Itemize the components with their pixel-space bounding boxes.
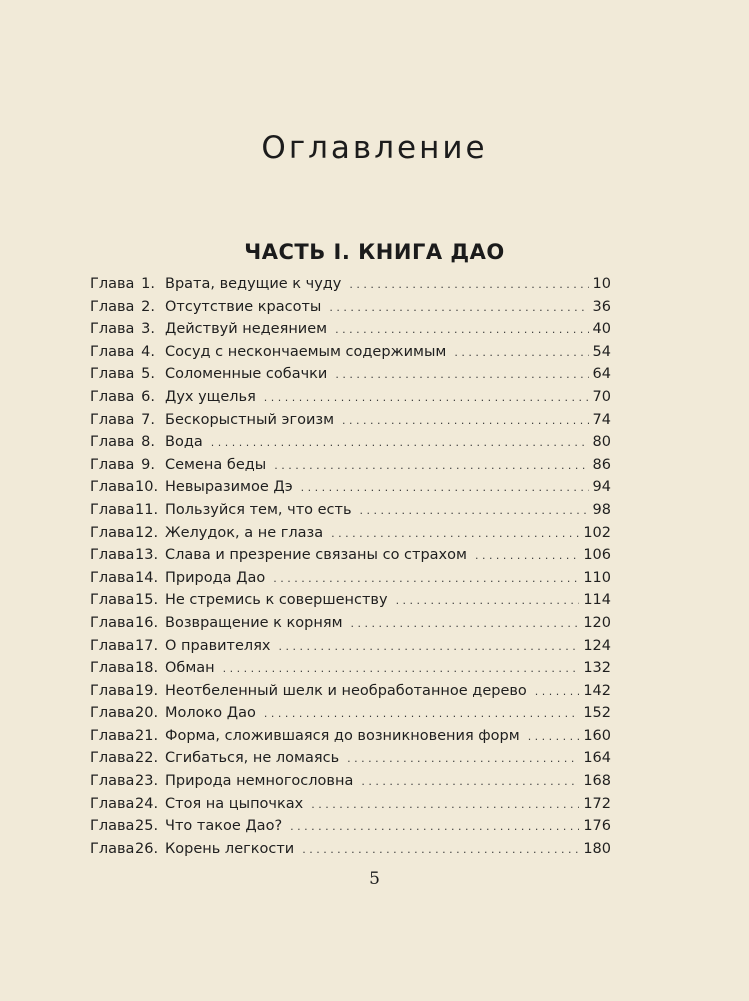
chapter-label: Глава <box>90 321 135 338</box>
chapter-title: Сгибаться, не ломаясь <box>165 750 340 767</box>
dot-leader <box>349 274 588 297</box>
chapter-title: Корень легкости <box>165 840 295 857</box>
chapter-title: Желудок, а не глаза <box>165 524 324 541</box>
chapter-number: 20. <box>135 705 159 722</box>
page-number: 5 <box>369 869 380 889</box>
chapter-number: 3. <box>141 321 155 338</box>
toc-entry <box>90 725 611 748</box>
chapter-page-number: 10 <box>592 276 611 292</box>
chapter-label: Глава <box>90 750 135 767</box>
toc-entry <box>90 431 611 454</box>
chapter-page-number: 110 <box>583 569 611 586</box>
dot-leader <box>290 816 579 839</box>
dot-leader <box>264 703 579 726</box>
chapter-label: Глава <box>90 366 135 383</box>
chapter-title: Молоко Дао <box>165 705 256 722</box>
chapter-page-number: 106 <box>583 547 611 564</box>
chapter-number: 5. <box>141 366 155 383</box>
dot-leader <box>274 455 588 478</box>
chapter-title: Неотбеленный шелк и необработанное дерево <box>165 682 527 699</box>
chapter-label: Глава <box>90 705 135 722</box>
chapter-label: Глава <box>90 434 135 451</box>
chapter-title: О правителях <box>165 637 271 654</box>
toc-entry <box>90 544 611 567</box>
chapter-number: 11. <box>135 501 159 518</box>
chapter-page-number: 64 <box>592 366 611 383</box>
dot-leader <box>335 364 588 387</box>
chapter-number: 18. <box>135 660 159 677</box>
chapter-page-number: 86 <box>592 456 611 473</box>
chapter-page-number: 176 <box>583 818 611 835</box>
toc-entry <box>90 838 611 861</box>
dot-leader <box>396 590 580 613</box>
dot-leader <box>342 410 589 433</box>
toc-entry <box>90 386 611 409</box>
chapter-number: 22. <box>135 750 159 767</box>
toc-entry <box>90 702 611 725</box>
toc-entry <box>90 793 611 816</box>
dot-leader <box>223 658 580 681</box>
toc-entry <box>90 747 611 770</box>
chapter-page-number: 142 <box>583 682 611 699</box>
chapter-label: Глава <box>90 343 135 360</box>
chapter-page-number: 98 <box>592 501 611 518</box>
chapter-title: Сосуд с нескончаемым содержимым <box>165 343 447 360</box>
chapter-title: Врата, ведущие к чуду <box>165 276 342 292</box>
toc-entry <box>90 657 611 680</box>
toc-entry <box>90 522 611 545</box>
toc-entry <box>90 612 611 635</box>
chapter-number: 16. <box>135 614 159 631</box>
chapter-label: Глава <box>90 569 135 586</box>
chapter-number: 12. <box>135 524 159 541</box>
chapter-page-number: 120 <box>583 614 611 631</box>
chapter-page-number: 124 <box>583 637 611 654</box>
chapter-number: 23. <box>135 773 159 790</box>
chapter-number: 13. <box>135 547 159 564</box>
chapter-number: 7. <box>141 411 155 428</box>
chapter-page-number: 152 <box>583 705 611 722</box>
chapter-number: 6. <box>141 388 155 405</box>
dot-leader <box>360 500 589 523</box>
chapter-title: Природа Дао <box>165 569 266 586</box>
chapter-number: 2. <box>141 298 155 315</box>
dot-leader <box>279 636 580 659</box>
dot-leader <box>211 432 589 455</box>
chapter-label: Глава <box>90 524 135 541</box>
dot-leader <box>535 681 580 704</box>
dot-leader <box>331 523 579 546</box>
dot-leader <box>351 613 580 636</box>
chapter-title: Слава и презрение связаны со страхом <box>165 547 467 564</box>
chapter-number: 9. <box>141 456 155 473</box>
chapter-number: 8. <box>141 434 155 451</box>
chapter-page-number: 36 <box>592 298 611 315</box>
page-title: Оглавление <box>261 130 488 166</box>
chapter-title: Стоя на цыпочках <box>165 795 304 812</box>
chapter-title: Бескорыстный эгоизм <box>165 411 335 428</box>
chapter-label: Глава <box>90 614 135 631</box>
chapter-page-number: 74 <box>592 411 611 428</box>
chapter-number: 17. <box>135 637 159 654</box>
chapter-title: Действуй недеянием <box>165 321 328 338</box>
chapter-label: Глава <box>90 388 135 405</box>
chapter-label: Глава <box>90 818 135 835</box>
dot-leader <box>302 839 579 862</box>
chapter-page-number: 160 <box>583 727 611 744</box>
chapter-label: Глава <box>90 298 135 315</box>
toc-entry <box>90 454 611 477</box>
chapter-page-number: 132 <box>583 660 611 677</box>
toc-entry <box>90 635 611 658</box>
toc-entry <box>90 363 611 386</box>
dot-leader <box>454 342 588 365</box>
chapter-number: 1. <box>141 276 155 292</box>
toc-entry <box>90 499 611 522</box>
toc-entry <box>90 341 611 364</box>
toc-entry <box>90 296 611 319</box>
chapter-title: Семена беды <box>165 456 267 473</box>
chapter-label: Глава <box>90 727 135 744</box>
chapter-page-number: 114 <box>583 592 611 609</box>
dot-leader <box>311 794 579 817</box>
chapter-page-number: 94 <box>592 479 611 496</box>
dot-leader <box>475 545 579 568</box>
chapter-number: 19. <box>135 682 159 699</box>
chapter-label: Глава <box>90 682 135 699</box>
chapter-title: Не стремись к совершенству <box>165 592 388 609</box>
chapter-page-number: 40 <box>592 321 611 338</box>
chapter-number: 10. <box>135 479 159 496</box>
chapter-label: Глава <box>90 479 135 496</box>
chapter-number: 14. <box>135 569 159 586</box>
chapter-title: Природа немногословна <box>165 773 354 790</box>
dot-leader <box>361 771 579 794</box>
chapter-page-number: 54 <box>592 343 611 360</box>
chapter-title: Дух ущелья <box>165 388 256 405</box>
chapter-page-number: 168 <box>583 773 611 790</box>
dot-leader <box>264 387 589 410</box>
chapter-label: Глава <box>90 840 135 857</box>
chapter-label: Глава <box>90 660 135 677</box>
toc-entry <box>90 318 611 341</box>
chapter-title: Отсутствие красоты <box>165 298 322 315</box>
chapter-label: Глава <box>90 547 135 564</box>
chapter-page-number: 164 <box>583 750 611 767</box>
chapter-label: Глава <box>90 637 135 654</box>
chapter-title: Вода <box>165 434 203 451</box>
table-of-contents <box>90 273 611 860</box>
dot-leader <box>335 319 588 342</box>
chapter-title: Форма, сложившаяся до возникновения форм <box>165 727 520 744</box>
toc-entry <box>90 770 611 793</box>
chapter-page-number: 180 <box>583 840 611 857</box>
toc-entry <box>90 409 611 432</box>
dot-leader <box>528 726 580 749</box>
chapter-number: 26. <box>135 840 159 857</box>
chapter-number: 4. <box>141 343 155 360</box>
dot-leader <box>301 477 589 500</box>
chapter-page-number: 172 <box>583 795 611 812</box>
chapter-label: Глава <box>90 773 135 790</box>
chapter-number: 21. <box>135 727 159 744</box>
dot-leader <box>329 297 588 320</box>
chapter-number: 15. <box>135 592 159 609</box>
dot-leader <box>347 748 579 771</box>
chapter-number: 24. <box>135 795 159 812</box>
chapter-page-number: 80 <box>592 434 611 451</box>
chapter-label: Глава <box>90 795 135 812</box>
chapter-number: 25. <box>135 818 159 835</box>
chapter-title: Что такое Дао? <box>165 818 283 835</box>
chapter-page-number: 102 <box>583 524 611 541</box>
chapter-title: Пользуйся тем, что есть <box>165 501 352 518</box>
dot-leader <box>273 568 579 591</box>
chapter-label: Глава <box>90 456 135 473</box>
toc-entry <box>90 815 611 838</box>
chapter-label: Глава <box>90 276 135 292</box>
chapter-title: Невыразимое Дэ <box>165 479 293 496</box>
chapter-label: Глава <box>90 592 135 609</box>
chapter-title: Соломенные собачки <box>165 366 328 383</box>
part-heading: ЧАСТЬ I. КНИГА ДАО <box>244 240 505 264</box>
toc-entry <box>90 680 611 703</box>
chapter-page-number: 70 <box>592 388 611 405</box>
toc-entry <box>90 273 611 296</box>
toc-entry <box>90 567 611 590</box>
chapter-title: Обман <box>165 660 215 677</box>
chapter-label: Глава <box>90 501 135 518</box>
chapter-title: Возвращение к корням <box>165 614 343 631</box>
chapter-label: Глава <box>90 411 135 428</box>
toc-entry <box>90 476 611 499</box>
toc-entry <box>90 589 611 612</box>
